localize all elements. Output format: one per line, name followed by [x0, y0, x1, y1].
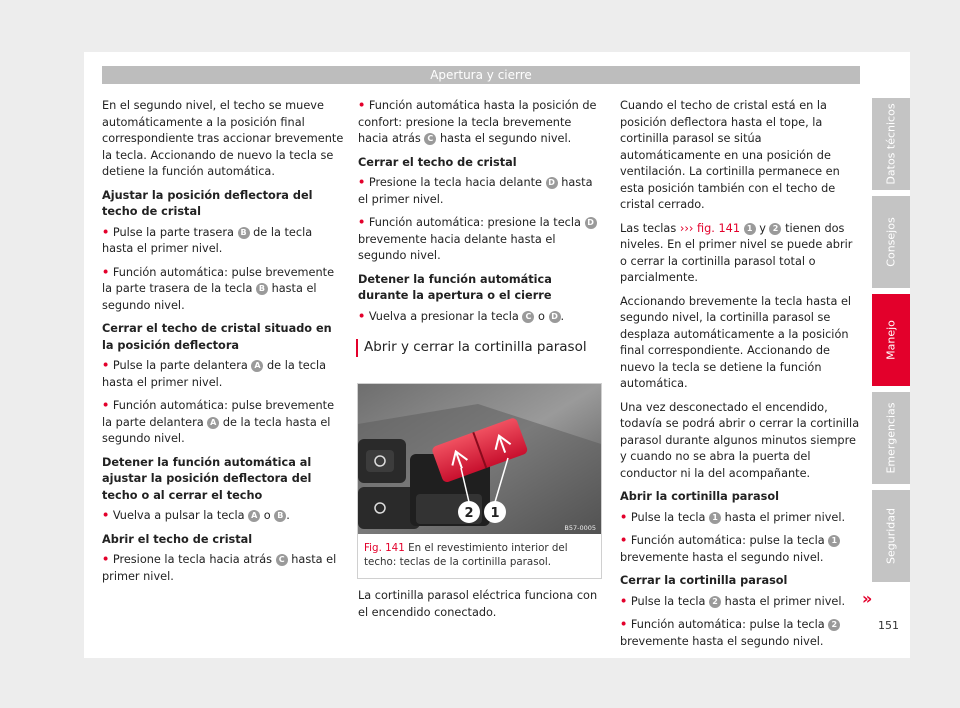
section-header: Apertura y cierre [102, 66, 860, 84]
key-badge-c: C [276, 554, 288, 566]
paragraph: Una vez desconectado el encendido, todavía se podrá abrir o cerrar la cortinilla parasol durante algunos minutos siempre y cuando no se abra la puerta del conductor ni la del acompañante. [620, 400, 860, 480]
bullet-item: • Función automática: presione la tecla D brevemente hacia delante hasta el segundo nivel. [358, 215, 600, 265]
key-badge-c: C [424, 133, 436, 145]
key-badge-2: 2 [828, 619, 840, 631]
bullet-item: • Vuelva a presionar la tecla C o D . [358, 309, 565, 323]
heading: Cerrar el techo de cristal situado en la posición deflectora [102, 322, 332, 352]
column-2 [358, 98, 600, 357]
key-badge-b: B [256, 283, 268, 295]
sunshade-buttons-photo [358, 384, 601, 534]
figure-141 [357, 383, 602, 579]
heading: Detener la función automática durante la apertura o el cierre [358, 272, 552, 302]
heading: Cerrar la cortinilla parasol [620, 574, 788, 587]
continued-marker: » [862, 589, 873, 608]
page-number: 151 [878, 619, 899, 632]
column-1 [102, 98, 344, 592]
heading: Detener la función automática al ajustar la posición deflectora del techo o al cerrar el techo [102, 455, 312, 502]
paragraph: Las teclas ››› fig. 141 1 y 2 tienen dos niveles. En el primer nivel se puede abrir o cerrar la cortinilla parasol total o parcialmente. [620, 221, 853, 284]
paragraph: Accionando brevemente la tecla hasta el segundo nivel, la cortinilla parasol se desplaza automáticamente a la posición final correspondiente. Accionando de nuevo la tecla se detiene la función automática. [620, 294, 852, 390]
bullet-item: • Función automática hasta la posición de confort: presione la tecla brevemente hacia atrás C hasta el segundo nivel. [358, 99, 597, 145]
key-badge-b: B [238, 227, 250, 239]
tab-seguridad[interactable]: Seguridad [872, 490, 910, 582]
tab-consejos[interactable]: Consejos [872, 196, 910, 288]
heading: Abrir la cortinilla parasol [620, 490, 779, 503]
key-badge-d: D [546, 177, 558, 189]
figure-code: B57-0005 [564, 524, 596, 532]
column-2-after-figure [358, 588, 600, 628]
figure-caption: Fig. 141 En el revestimiento interior del techo: teclas de la cortinilla parasol. [364, 542, 568, 568]
bullet-item: • Función automática: pulse brevemente la parte delantera A de la tecla hasta el segundo nivel. [102, 399, 335, 445]
bullet-item: • Función automática: pulse la tecla 2 brevemente hasta el segundo nivel. [620, 617, 860, 650]
heading: Cerrar el techo de cristal [358, 155, 517, 169]
key-badge-c: C [522, 311, 534, 323]
key-badge-2: 2 [769, 223, 781, 235]
tab-manejo[interactable]: Manejo [872, 294, 910, 386]
column-3 [620, 98, 860, 657]
bullet-item: • Presione la tecla hacia delante D hasta el primer nivel. [358, 176, 593, 206]
bullet-item: • Pulse la tecla 2 hasta el primer nivel. [620, 594, 846, 608]
key-badge-a: A [207, 417, 219, 429]
paragraph: La cortinilla parasol eléctrica funciona con el encendido conectado. [358, 589, 598, 619]
section-title: Abrir y cerrar la cortinilla parasol [356, 339, 600, 357]
heading: Abrir el techo de cristal [102, 532, 253, 546]
key-badge-1: 1 [709, 512, 721, 524]
callout-1: 1 [490, 506, 500, 521]
figure-reference-link[interactable]: ››› fig. 141 [679, 221, 741, 235]
key-badge-a: A [251, 360, 263, 372]
key-badge-d: D [585, 217, 597, 229]
bullet-item: • Función automática: pulse la tecla 1 brevemente hasta el segundo nivel. [620, 533, 860, 566]
key-badge-d: D [549, 311, 561, 323]
bullet-item: • Presione la tecla hacia atrás C hasta el primer nivel. [102, 553, 337, 583]
callout-2: 2 [464, 506, 474, 521]
bullet-item: • Pulse la parte delantera A de la tecla hasta el primer nivel. [102, 359, 327, 389]
key-badge-a: A [248, 510, 260, 522]
bullet-item: • Pulse la parte trasera B de la tecla hasta el primer nivel. [102, 225, 313, 255]
key-badge-1: 1 [828, 535, 840, 547]
bullet-item: • Pulse la tecla 1 hasta el primer nivel. [620, 510, 846, 524]
bullet-item: • Vuelva a pulsar la tecla A o B . [102, 509, 290, 522]
bullet-item: • Función automática: pulse brevemente la parte trasera de la tecla B hasta el segundo nivel. [102, 265, 335, 312]
paragraph: Cuando el techo de cristal está en la posición deflectora hasta el tope, la cortinilla parasol se sitúa automáticamente en una posición de ventilación. La cortinilla permanece en esta posición también con el techo de cristal cerrado. [620, 99, 840, 211]
heading: Ajustar la posición deflectora del techo de cristal [102, 188, 313, 218]
tab-datos-tecnicos[interactable]: Datos técnicos [872, 98, 910, 190]
tab-emergencias[interactable]: Emergencias [872, 392, 910, 484]
key-badge-2: 2 [709, 596, 721, 608]
key-badge-1: 1 [744, 223, 756, 235]
paragraph: En el segundo nivel, el techo se mueve automáticamente a la posición final correspondiente tras accionar brevemente la tecla. Accionando de nuevo la tecla se detiene la función automática. [102, 99, 344, 178]
key-badge-b: B [274, 510, 286, 522]
